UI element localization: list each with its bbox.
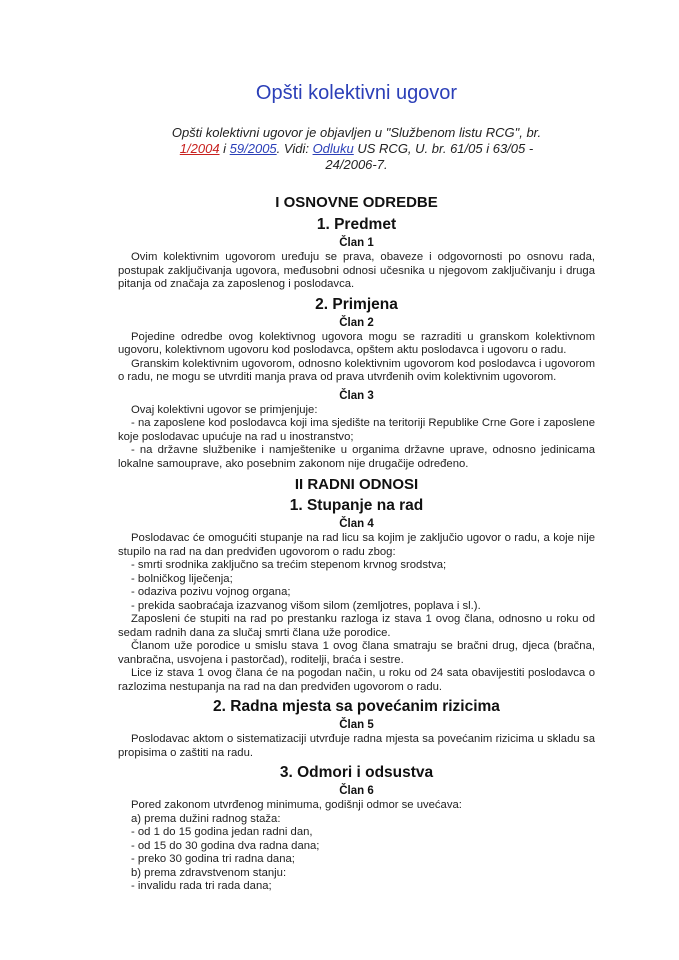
list-item: - prekida saobraćaja izazvanog višom silom (zemljotres, poplava i sl.). xyxy=(131,599,481,612)
part-heading: I OSNOVNE ODREDBE xyxy=(275,194,438,211)
paragraph: Članom uže porodice u smislu stava 1 ovog člana smatraju se bračni drug, djeca (bračna, vanbračna, usvojena i pastorčad), roditelji, braća i sestre. xyxy=(118,640,595,666)
intro-text: US RCG, U. br. 61/05 i 63/05 - 24/2006-7. xyxy=(325,141,534,172)
gazette-link-2004[interactable]: 1/2004 xyxy=(179,141,220,156)
paragraph: Granskim kolektivnim ugovorom, odnosno kolektivnim ugovorom kod poslodavca i ugovorom o radu, ne mogu se utvrditi manja prava od prava utvrđenih ovim kolektivnim ugovorom. xyxy=(118,357,595,383)
list-item: - od 15 do 30 godina dva radna dana; xyxy=(131,839,320,852)
list-item: b) prema zdravstvenom stanju: xyxy=(131,866,287,879)
article-heading: Član 6 xyxy=(339,785,374,797)
list-item: a) prema dužini radnog staža: xyxy=(131,812,281,825)
list-item: - smrti srodnika zaključno sa trećim stepenom krvnog srodstva; xyxy=(131,559,447,571)
section-heading: 2. Primjena xyxy=(315,295,398,313)
article-heading: Član 4 xyxy=(339,518,374,530)
paragraph: Pojedine odredbe ovog kolektivnog ugovora mogu se razraditi u granskom kolektivnom ugovoru, kolektivnom ugovoru kod poslodavca, opštem aktu poslodavca i ugovoru o radu. xyxy=(118,330,595,356)
paragraph: Poslodavac aktom o sistematizaciji utvrđuje radna mjesta sa povećanim rizicima u skladu sa propisima o zaštiti na radu. xyxy=(118,733,595,759)
article-heading: Član 5 xyxy=(339,719,374,731)
paragraph: Ovim kolektivnim ugovorom uređuju se prava, obaveze i odgovornosti po osnovu rada, postupak zaključivanja ugovora, međusobni odnosi učesnika u njegovom zaključivanju i druga pitanja od značaja za zaposlenog i poslodavca. xyxy=(118,251,595,290)
page-title: Opšti kolektivni ugovor xyxy=(255,82,458,104)
gazette-link-2005[interactable]: 59/2005 xyxy=(229,141,277,156)
list-item: - od 1 do 15 godina jedan radni dan, xyxy=(131,826,313,838)
intro-text: i xyxy=(219,141,230,156)
section-heading: 2. Radna mjesta sa povećanim rizicima xyxy=(213,698,500,715)
paragraph: Lice iz stava 1 ovog člana će na pogodan način, u roku od 24 sata obavijestiti poslodavca o razlozima nestupanja na rad na dan predviđen ugovorom o radu. xyxy=(118,667,595,693)
intro-text: . Vidi: xyxy=(276,141,313,156)
list-item: - invalidu rada tri rada dana; xyxy=(131,880,272,892)
paragraph: Pored zakonom utvrđenog minimuma, godišnji odmor se uvećava: xyxy=(131,799,462,811)
document-body xyxy=(118,0,595,894)
intro-text: Opšti kolektivni ugovor je objavljen u "Službenom listu RCG", br. xyxy=(171,125,542,140)
decision-link[interactable]: Odluku xyxy=(312,141,354,156)
list-item: - odaziva pozivu vojnog organa; xyxy=(131,586,291,598)
section-heading: 1. Predmet xyxy=(316,216,397,233)
publication-note xyxy=(158,125,555,173)
paragraph: - na državne službenike i namještenike u organima državne uprave, odnosno jedinicama lokalne samouprave, ako posebnim zakonom nije drugačije određeno. xyxy=(118,444,595,470)
paragraph: Ovaj kolektivni ugovor se primjenjuje: xyxy=(131,403,318,416)
list-item: - bolničkog liječenja; xyxy=(131,572,233,585)
part-heading: II RADNI ODNOSI xyxy=(294,476,419,493)
article-heading: Član 3 xyxy=(339,389,374,402)
section-heading: 3. Odmori i odsustva xyxy=(279,764,434,781)
article-heading: Član 2 xyxy=(339,316,374,329)
paragraph: Zaposleni će stupiti na rad po prestanku razloga iz stava 1 ovog člana, odnosno u roku od sedam radnih dana za slučaj smrti člana uže porodice. xyxy=(118,613,595,639)
paragraph: Poslodavac će omogućiti stupanje na rad licu sa kojim je zaključio ugovor o radu, a koje nije stupilo na rad na dan predviđen ugovorom o radu zbog: xyxy=(118,532,595,558)
section-heading: 1. Stupanje na rad xyxy=(289,497,424,514)
paragraph: - na zaposlene kod poslodavca koji ima sjedište na teritoriji Republike Crne Gore i zaposlene koje poslodavac upućuje na rad u inostranstvo; xyxy=(118,417,595,443)
article-heading: Član 1 xyxy=(339,237,374,249)
list-item: - preko 30 godina tri radna dana; xyxy=(131,853,295,865)
